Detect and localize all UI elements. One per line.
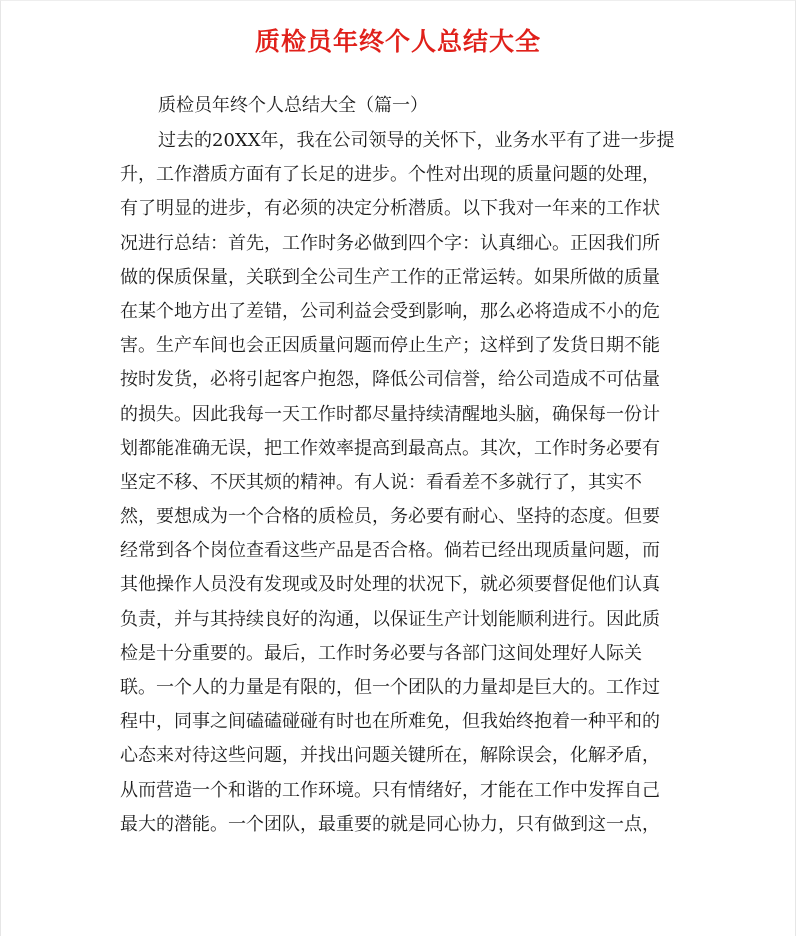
paragraph-line: 心态来对待这些问题，并找出问题关键所在，解除误会，化解矛盾，: [120, 745, 660, 767]
paragraph-line: 过去的20XX年，我在公司领导的关怀下，业务水平有了进一步提: [158, 130, 675, 151]
paragraph-line: 害。生产车间也会正因质量问题而停止生产；这样到了发货日期不能: [120, 335, 660, 357]
paragraph-line: 的损失。因此我每一天工作时都尽量持续清醒地头脑，确保每一份计: [120, 403, 660, 425]
paragraph-line: 在某个地方出了差错，公司利益会受到影响，那么必将造成不小的危: [120, 300, 660, 322]
paragraph-line: 升，工作潜质方面有了长足的进步。个性对出现的质量问题的处理，: [120, 164, 660, 186]
section-heading: 质检员年终个人总结大全（篇一）: [158, 95, 428, 116]
paragraph-line: 检是十分重要的。最后，工作时务必要与各部门这间处理好人际关: [120, 642, 642, 664]
paragraph-line: 从而营造一个和谐的工作环境。只有情绪好，才能在工作中发挥自己: [120, 779, 660, 801]
paragraph-line: 做的保质保量，关联到全公司生产工作的正常运转。如果所做的质量: [120, 266, 660, 288]
paragraph-line: 按时发货，必将引起客户抱怨，降低公司信誉，给公司造成不可估量: [120, 369, 660, 391]
paragraph-line: 有了明显的进步，有必须的决定分析潜质。以下我对一年来的工作状: [120, 198, 660, 220]
paragraph-line: 坚定不移、不厌其烦的精神。有人说：看看差不多就行了，其实不: [120, 471, 642, 493]
paragraph-line: 经常到各个岗位查看这些产品是否合格。倘若已经出现质量问题，而: [120, 540, 660, 562]
paragraph-line: 最大的潜能。一个团队，最重要的就是同心协力，只有做到这一点，: [120, 813, 660, 835]
paragraph-line: 其他操作人员没有发现或及时处理的状况下，就必须要督促他们认真: [120, 574, 660, 596]
paragraph-line: 划都能准确无误，把工作效率提高到最高点。其次，工作时务必要有: [120, 437, 660, 459]
body-text: [120, 124, 680, 842]
document-title: 质检员年终个人总结大全: [254, 27, 541, 56]
paragraph-line: 联。一个人的力量是有限的，但一个团队的力量却是巨大的。工作过: [120, 677, 660, 698]
paragraph-line: 负责，并与其持续良好的沟通，以保证生产计划能顺利进行。因此质: [120, 608, 660, 630]
paragraph-line: 况进行总结：首先，工作时务必做到四个字：认真细心。正因我们所: [120, 232, 660, 254]
paragraph-line: 然，要想成为一个合格的质检员，务必要有耐心、坚持的态度。但要: [120, 506, 660, 528]
paragraph-line: 程中，同事之间磕磕碰碰有时也在所难免，但我始终抱着一种平和的: [120, 711, 660, 733]
